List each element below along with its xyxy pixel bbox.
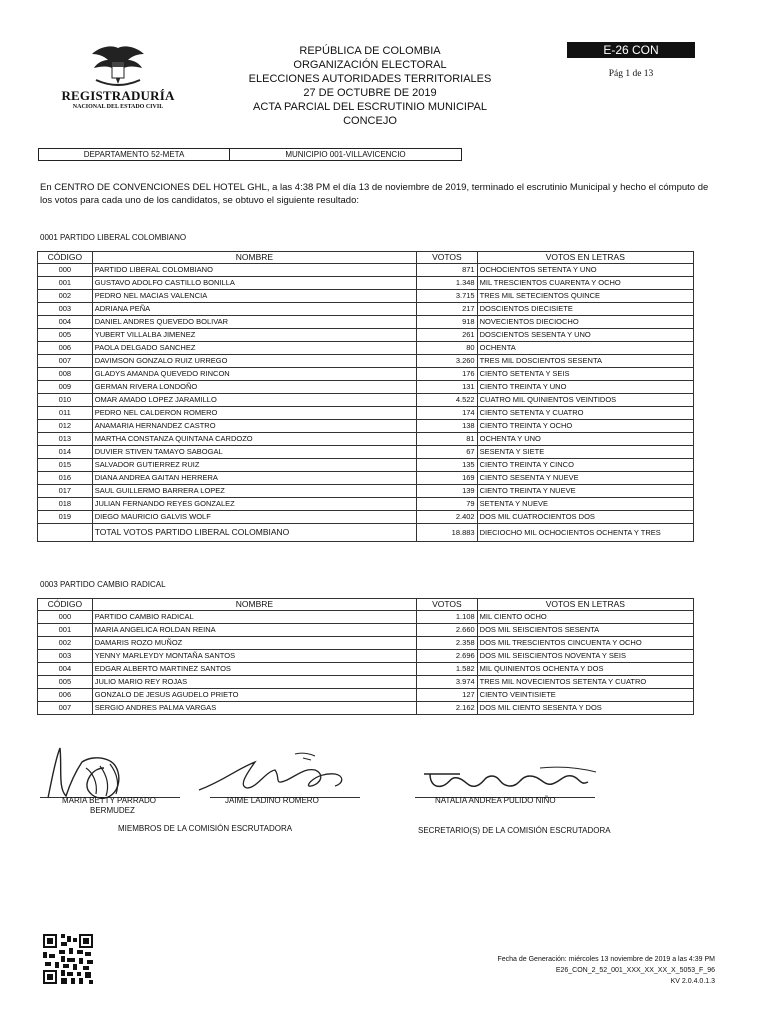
cell-name: DAMARIS ROZO MUÑOZ xyxy=(92,637,416,650)
cell-code: 019 xyxy=(38,511,93,524)
table-row xyxy=(38,368,694,381)
cell-votes: 4.522 xyxy=(417,394,477,407)
cell-name: MARTHA CONSTANZA QUINTANA CARDOZO xyxy=(92,433,416,446)
cell-code: 007 xyxy=(38,355,93,368)
cell-words: CIENTO VEINTISIETE xyxy=(477,689,693,702)
cell-words: DOS MIL SEISCIENTOS NOVENTA Y SEIS xyxy=(477,650,693,663)
cell-words: OCHOCIENTOS SETENTA Y UNO xyxy=(477,264,693,277)
header-line: 27 DE OCTUBRE DE 2019 xyxy=(303,87,437,99)
cell-votes: 80 xyxy=(417,342,477,355)
table-row xyxy=(38,485,694,498)
table-row xyxy=(38,342,694,355)
col-header-words: VOTOS EN LETRAS xyxy=(477,252,693,264)
cell-votes: 918 xyxy=(417,316,477,329)
cell-votes: 2.696 xyxy=(417,650,478,663)
table-row xyxy=(38,381,694,394)
municipio-cell: MUNICIPIO 001-VILLAVICENCIO xyxy=(285,150,406,159)
cell-code: 007 xyxy=(38,702,93,715)
cell-votes: 2.660 xyxy=(417,624,478,637)
table-row xyxy=(38,277,694,290)
cell-name: DIEGO MAURICIO GALVIS WOLF xyxy=(92,511,416,524)
registraduria-logo xyxy=(38,44,198,110)
qr-code-icon xyxy=(43,934,93,984)
cell-words: SETENTA Y NUEVE xyxy=(477,498,693,511)
cell-code: 005 xyxy=(38,676,93,689)
cell-words: TRES MIL SETECIENTOS QUINCE xyxy=(477,290,693,303)
cell-code: 002 xyxy=(38,290,93,303)
cell-code: 010 xyxy=(38,394,93,407)
cell-name: GUSTAVO ADOLFO CASTILLO BONILLA xyxy=(92,277,416,290)
results-table xyxy=(37,598,694,715)
header-line: REPÚBLICA DE COLOMBIA xyxy=(299,45,441,57)
cell-votes: 871 xyxy=(417,264,477,277)
cell-words: DOSCIENTOS DIECISIETE xyxy=(477,303,693,316)
table-row xyxy=(38,303,694,316)
cell-words: CIENTO TREINTA Y NUEVE xyxy=(477,485,693,498)
document-header xyxy=(200,44,540,128)
cell-words: TRES MIL DOSCIENTOS SESENTA xyxy=(477,355,693,368)
table-row xyxy=(38,264,694,277)
total-label: TOTAL VOTOS PARTIDO LIBERAL COLOMBIANO xyxy=(92,524,416,542)
table-row xyxy=(38,394,694,407)
cell-words: CUATRO MIL QUINIENTOS VEINTIDOS xyxy=(477,394,693,407)
cell-code: 004 xyxy=(38,316,93,329)
signer-1-surname: BERMUDEZ xyxy=(90,806,135,815)
cell-code: 015 xyxy=(38,459,93,472)
table-row xyxy=(38,433,694,446)
table-row xyxy=(38,459,694,472)
cell-votes: 2.358 xyxy=(417,637,478,650)
table-row xyxy=(38,472,694,485)
cell-votes: 261 xyxy=(417,329,477,342)
table-row xyxy=(38,650,694,663)
cell-words: MIL QUINIENTOS OCHENTA Y DOS xyxy=(477,663,693,676)
cell-words: CIENTO TREINTA Y UNO xyxy=(477,381,693,394)
logo-subtitle: NACIONAL DEL ESTADO CIVIL xyxy=(72,104,164,110)
cell-name: SALVADOR GUTIERREZ RUIZ xyxy=(92,459,416,472)
table-row xyxy=(38,689,694,702)
cell-votes: 3.974 xyxy=(417,676,478,689)
signature-scribble-3 xyxy=(420,764,600,794)
cell-words: TRES MIL NOVECIENTOS SETENTA Y CUATRO xyxy=(477,676,693,689)
cell-name: GERMAN RIVERA LONDOÑO xyxy=(92,381,416,394)
cell-votes: 176 xyxy=(417,368,477,381)
party-title: 0003 PARTIDO CAMBIO RADICAL xyxy=(40,580,166,589)
cell-code: 003 xyxy=(38,303,93,316)
page-number: Pág 1 de 13 xyxy=(608,69,654,79)
cell-votes: 1.582 xyxy=(417,663,478,676)
table-row xyxy=(38,676,694,689)
departamento-cell: DEPARTAMENTO 52-META xyxy=(39,149,230,160)
table-row xyxy=(38,663,694,676)
table-row xyxy=(38,420,694,433)
cell-votes: 1.348 xyxy=(417,277,477,290)
col-header-name: NOMBRE xyxy=(92,599,416,611)
signature-scribble-2 xyxy=(195,750,365,798)
table-row xyxy=(38,329,694,342)
cell-name: ADRIANA PEÑA xyxy=(92,303,416,316)
cell-code: 012 xyxy=(38,420,93,433)
cell-name: YUBERT VILLALBA JIMENEZ xyxy=(92,329,416,342)
cell-code: 017 xyxy=(38,485,93,498)
cell-name: GLADYS AMANDA QUEVEDO RINCON xyxy=(92,368,416,381)
cell-name: SAUL GUILLERMO BARRERA LOPEZ xyxy=(92,485,416,498)
header-line: CONCEJO xyxy=(343,115,397,127)
cell-name: MARIA ANGELICA ROLDAN REINA xyxy=(92,624,416,637)
cell-code: 006 xyxy=(38,689,93,702)
cell-code: 001 xyxy=(38,277,93,290)
cell-words: OCHENTA Y UNO xyxy=(477,433,693,446)
coat-of-arms-icon xyxy=(88,44,148,90)
cell-name: DAVIMSON GONZALO RUIZ URREGO xyxy=(92,355,416,368)
cell-words: DOS MIL SEISCIENTOS SESENTA xyxy=(477,624,693,637)
total-row xyxy=(38,524,694,542)
cell-name: PARTIDO CAMBIO RADICAL xyxy=(92,611,416,624)
cell-name: JULIAN FERNANDO REYES GONZALEZ xyxy=(92,498,416,511)
table-row xyxy=(38,446,694,459)
cell-votes: 138 xyxy=(417,420,477,433)
cell-votes: 139 xyxy=(417,485,477,498)
total-votes: 18.883 xyxy=(417,524,477,542)
logo-name: REGISTRADURÍA xyxy=(61,88,175,103)
table-row xyxy=(38,407,694,420)
cell-words: NOVECIENTOS DIECIOCHO xyxy=(477,316,693,329)
table-row xyxy=(38,637,694,650)
cell-code: 000 xyxy=(38,611,93,624)
col-header-code: CÓDIGO xyxy=(38,252,93,264)
document-code: E26_CON_2_52_001_XXX_XX_XX_X_5053_F_96 xyxy=(555,967,715,974)
cell-words: OCHENTA xyxy=(477,342,693,355)
cell-name: ANAMARIA HERNANDEZ CASTRO xyxy=(92,420,416,433)
signer-2-name: JAIME LADINO ROMERO xyxy=(225,796,319,805)
cell-code: 002 xyxy=(38,637,93,650)
col-header-words: VOTOS EN LETRAS xyxy=(477,599,693,611)
cell-code: 016 xyxy=(38,472,93,485)
cell-name: DUVIER STIVEN TAMAYO SABOGAL xyxy=(92,446,416,459)
intro-paragraph: En CENTRO DE CONVENCIONES DEL HOTEL GHL, a las 4:38 PM el día 13 de noviembre de 2019, terminado el escrutinio Municipal y hecho el cómputo de los votos para cada uno de los candidatos, se obtuvo el siguiente resultado: xyxy=(40,182,709,206)
cell-name: DANIEL ANDRES QUEVEDO BOLIVAR xyxy=(92,316,416,329)
total-words: DIECIOCHO MIL OCHOCIENTOS OCHENTA Y TRES xyxy=(477,524,693,542)
cell-votes: 127 xyxy=(417,689,478,702)
cell-votes: 3.715 xyxy=(417,290,477,303)
cell-votes: 2.162 xyxy=(417,702,478,715)
cell-name: PARTIDO LIBERAL COLOMBIANO xyxy=(92,264,416,277)
cell-name: GONZALO DE JESUS AGUDELO PRIETO xyxy=(92,689,416,702)
cell-name: EDGAR ALBERTO MARTINEZ SANTOS xyxy=(92,663,416,676)
members-caption: MIEMBROS DE LA COMISIÓN ESCRUTADORA xyxy=(118,824,293,833)
cell-votes: 135 xyxy=(417,459,477,472)
cell-code: 004 xyxy=(38,663,93,676)
cell-code: 000 xyxy=(38,264,93,277)
signer-3-name: NATALIA ANDREA PULIDO NIÑO xyxy=(435,796,556,805)
cell-words: CIENTO SESENTA Y NUEVE xyxy=(477,472,693,485)
cell-code: 011 xyxy=(38,407,93,420)
cell-words: MIL TRESCIENTOS CUARENTA Y OCHO xyxy=(477,277,693,290)
cell-words: DOS MIL CUATROCIENTOS DOS xyxy=(477,511,693,524)
cell-votes: 67 xyxy=(417,446,477,459)
cell-name: PAOLA DELGADO SANCHEZ xyxy=(92,342,416,355)
table-row xyxy=(38,290,694,303)
table-row xyxy=(38,511,694,524)
cell-votes: 217 xyxy=(417,303,477,316)
cell-votes: 2.402 xyxy=(417,511,477,524)
cell-words: MIL CIENTO OCHO xyxy=(477,611,693,624)
cell-words: DOS MIL TRESCIENTOS CINCUENTA Y OCHO xyxy=(477,637,693,650)
cell-votes: 174 xyxy=(417,407,477,420)
cell-votes: 1.108 xyxy=(417,611,478,624)
col-header-votes: VOTOS xyxy=(417,599,478,611)
cell-name: JULIO MARIO REY ROJAS xyxy=(92,676,416,689)
footer-info xyxy=(335,954,715,987)
version-code: KV 2.0.4.0.1.3 xyxy=(670,978,715,985)
cell-code: 014 xyxy=(38,446,93,459)
table-row xyxy=(38,702,694,715)
cell-name: YENNY MARLEYDY MONTAÑA SANTOS xyxy=(92,650,416,663)
cell-words: DOS MIL CIENTO SESENTA Y DOS xyxy=(477,702,693,715)
cell-code: 018 xyxy=(38,498,93,511)
col-header-name: NOMBRE xyxy=(92,252,416,264)
header-line: ELECCIONES AUTORIDADES TERRITORIALES xyxy=(248,73,492,85)
cell-code: 005 xyxy=(38,329,93,342)
header-line: ACTA PARCIAL DEL ESCRUTINIO MUNICIPAL xyxy=(253,101,487,113)
table-row xyxy=(38,498,694,511)
cell-code: 006 xyxy=(38,342,93,355)
cell-name: PEDRO NEL CALDERON ROMERO xyxy=(92,407,416,420)
cell-votes: 3.260 xyxy=(417,355,477,368)
col-header-code: CÓDIGO xyxy=(38,599,93,611)
cell-name: SERGIO ANDRES PALMA VARGAS xyxy=(92,702,416,715)
location-box xyxy=(38,148,462,161)
table-row xyxy=(38,611,694,624)
cell-votes: 131 xyxy=(417,381,477,394)
cell-votes: 81 xyxy=(417,433,477,446)
results-table xyxy=(37,251,694,542)
table-row xyxy=(38,355,694,368)
cell-words: CIENTO SETENTA Y SEIS xyxy=(477,368,693,381)
cell-code: 003 xyxy=(38,650,93,663)
generation-date: Fecha de Generación: miércoles 13 noviembre de 2019 a las 4:39 PM xyxy=(497,956,715,963)
cell-words: DOSCIENTOS SESENTA Y UNO xyxy=(477,329,693,342)
form-code-badge: E-26 CON xyxy=(567,42,695,58)
cell-code: 001 xyxy=(38,624,93,637)
table-row xyxy=(38,624,694,637)
cell-votes: 79 xyxy=(417,498,477,511)
cell-words: CIENTO TREINTA Y CINCO xyxy=(477,459,693,472)
col-header-votes: VOTOS xyxy=(417,252,477,264)
cell-code xyxy=(38,524,93,542)
signer-1-name: MARIA BETTY PARRADO xyxy=(62,796,156,805)
cell-words: CIENTO TREINTA Y OCHO xyxy=(477,420,693,433)
cell-code: 013 xyxy=(38,433,93,446)
header-line: ORGANIZACIÓN ELECTORAL xyxy=(293,59,447,71)
table-row xyxy=(38,316,694,329)
cell-name: OMAR AMADO LOPEZ JARAMILLO xyxy=(92,394,416,407)
cell-code: 008 xyxy=(38,368,93,381)
secretary-caption: SECRETARIO(S) DE LA COMISIÓN ESCRUTADORA xyxy=(418,826,611,835)
cell-name: DIANA ANDREA GAITAN HERRERA xyxy=(92,472,416,485)
cell-words: CIENTO SETENTA Y CUATRO xyxy=(477,407,693,420)
cell-name: PEDRO NEL MACIAS VALENCIA xyxy=(92,290,416,303)
party-title: 0001 PARTIDO LIBERAL COLOMBIANO xyxy=(40,233,187,242)
cell-words: SESENTA Y SIETE xyxy=(477,446,693,459)
cell-votes: 169 xyxy=(417,472,477,485)
cell-code: 009 xyxy=(38,381,93,394)
